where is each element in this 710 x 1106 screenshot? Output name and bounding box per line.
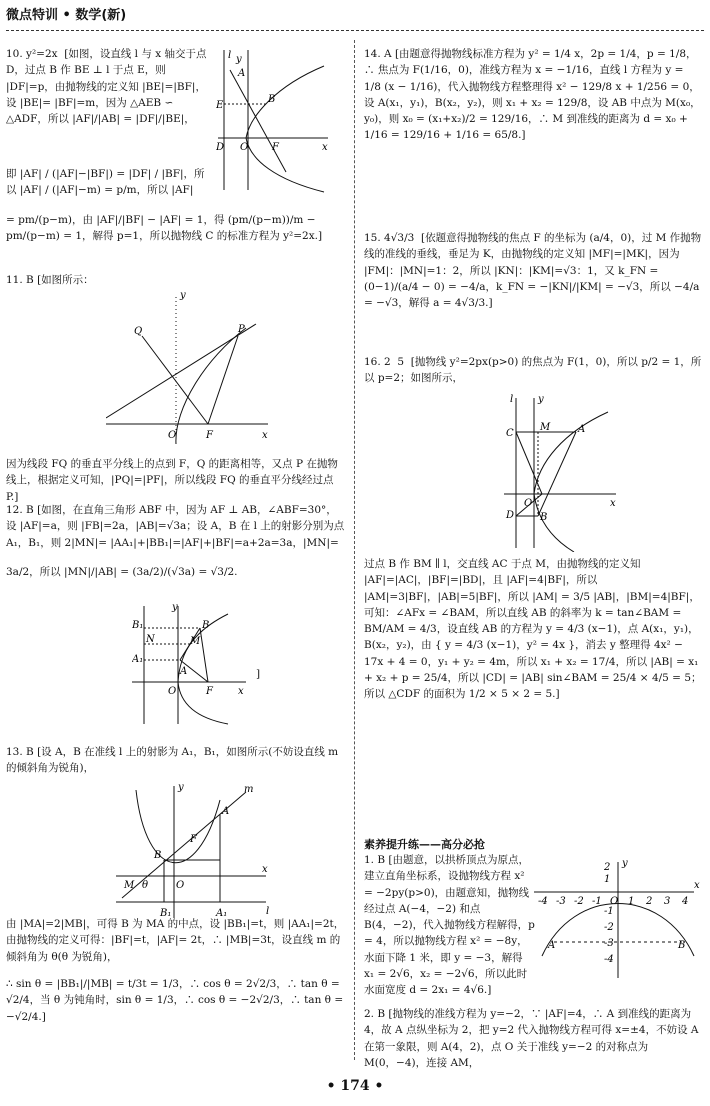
label-B: B [540,512,548,523]
x-tick-label: -4 [538,896,548,907]
q12-bracket: ] [256,668,261,680]
x-tick-label: O [610,896,619,907]
x-tick-label: 1 [628,896,635,907]
y-tick-label: -4 [604,954,614,965]
label-m: m [244,784,254,795]
label-x: x [238,686,244,697]
label-Q: Q [134,326,143,337]
label-A: A [222,806,230,817]
parabola-lower [178,682,228,724]
q13-text-c: ∴ sin θ = |BB₁|/|MB| = t/3t = 1/3，∴ cos θ = 2√2/3，∴ tan θ = √2/4，当 θ 为钝角时，sin θ = 1/3，∴ cos θ = −2√2/3，∴ tan θ = −√2/4.] [6,978,347,1023]
label-x: x [322,142,328,153]
label-y: y [178,782,184,793]
label-y: y [172,602,178,613]
q13-text-b: 由 |MA|=2|MB|，可得 B 为 MA 的中点，设 |BB₁|=t，则 |AA₁|=2t，由抛物线的定义可得：|BF|=t，|AF|= 2t，∴ |MB|=3t，设直线 m 的倾斜角为 θ(θ 为锐角)， [6,918,345,963]
label-x: x [262,864,268,875]
p1-text: 1. B [由题意，以拱桥顶点为原点，建立直角坐标系，设抛物线方程 x² = −2py(p>0)，由题意知，抛物线经过点 A(−4，−2) 和点 B(4，−2)，代入抛物线方程解得，p = 4，所以抛物线方程 x² = −8y，水面下降 1 米，即 y = −3，解得 x₁ = 2√6，x₂ = −2√6，所以此时水面宽度 d = 2x₁ = 4√6.] [364,854,539,997]
label-B1: B₁ [160,908,172,919]
q12-text-b: 3a/2，所以 |MN|/|AB| = (3a/2)/(√3a) = √3/2. [6,566,238,578]
q16-text-a: 16. 2 5 [抛物线 y²=2px(p>0) 的焦点为 F(1，0)，所以 p/2 = 1，所以 p=2；如图所示， [364,356,702,385]
parabola [136,790,220,863]
label-x: x [694,880,700,891]
label-l: l [266,906,270,917]
label-M: M [540,422,551,433]
p1-figure [534,856,702,986]
label-D: D [506,510,515,521]
column-divider [354,40,355,1060]
line-AF [230,70,286,172]
label-O: O [176,880,185,891]
q11-text-a: 11. B [如图所示： [6,274,94,286]
segment-AB [538,432,576,516]
parabola-upper [246,66,324,138]
section-title: 素养提升练——高分必抢 [364,838,485,851]
label-y: y [236,54,242,65]
y-tick-label: -1 [604,906,614,917]
x-tick-label: 3 [664,896,671,907]
label-A: A [548,940,556,951]
label-A: A [578,424,586,435]
q14-text: 14. A [由题意得抛物线标准方程为 y² = 1/4 x，2p = 1/4，p = 1/8，∴ 焦点为 F(1/16，0)，准线方程为 x = −1/16，直线 l 方程为 y = 1/8 (x − 1/16)，代入抛物线方程整理得 x² − 129/8 x + 1/256 = 0，设 A(x₁，y₁)，B(x₂，y₂)，则 x₁ + x₂ = 129/8，设 AB 中点为 M(x₀，y₀)，则 x₀ = (x₁+x₂)/2 = 129/16，∴ M 到准线的距离为 d = x₀ + 1/16 = 129/16 + 1/16 = 65/8.] [364,48,701,142]
label-F: F [272,142,279,153]
label-B: B [268,94,276,105]
label-x: x [262,430,268,441]
parabola-lower [534,494,574,552]
label-O: O [240,142,249,153]
q10-text-a: 10. y²=2x [如图，设直线 l 与 x 轴交于点 D，过点 B 作 BE ⊥ l 于点 E，则 |DF|=p，由抛物线的定义知 |BE|=|BF|，设 |BE|= |BF|=m，因为 △AEB ∽ △ADF，所以 |AF|/|AB| = |DF|/|BE|， [6,48,210,126]
y-ticks [603,862,614,965]
q13-text-a: 13. B [设 A，B 在准线 l 上的射影为 A₁，B₁，如图所示(不妨设直线 m 的倾斜角为锐角)， [6,746,342,775]
x-tick-label: 2 [646,896,653,907]
x-tick-label: -1 [592,896,602,907]
label-l: l [228,50,232,61]
label-O: O [168,686,177,697]
label-F: F [206,430,213,441]
q11-figure [106,288,276,444]
label-A: A [238,68,246,79]
y-tick-label: -3 [604,938,614,949]
header-title: 微点特训 • 数学(新) [6,8,127,23]
parabola-lower [246,138,324,192]
label-O: O [524,498,533,509]
label-y: y [180,290,186,301]
q12-text-a: 12. B [如图，在直角三角形 ABF 中，因为 AF ⊥ AB，∠ABF=30°，设 |AF|=a，则 |FB|=2a，|AB|=√3a；设 A，B 在 l 上的射影分别为点 A₁，B₁，则 2|MN|= |AA₁|+|BB₁|=|AF|+|BF|=a+2a=3a，|MN|= [6,504,348,549]
page-number: • 174 • [326,1078,384,1094]
label-B: B [678,940,686,951]
label-F: F [190,834,197,845]
q11-text-b: 因为线段 FQ 的垂直平分线上的点到 F，Q 的距离相等，又点 P 在抛物线上，根据定义可知，|PQ|=|PF|，所以线段 FQ 的垂直平分线经过点 P.] [6,458,338,503]
label-N: N [146,634,155,645]
label-D: D [216,142,225,153]
q10-text-c: = pm/(p−m)，由 |AF|/|BF| − |AF| = 1，得 (pm/(p−m))/m − pm/(p−m) = 1，解得 p=1，所以抛物线 C 的标准方程为 y²=2x.] [6,214,323,243]
label-F: F [206,686,213,697]
q15-text: 15. 4√3/3 [依题意得抛物线的焦点 F 的坐标为 (a/4，0)，过 M 作抛物线的准线的垂线，垂足为 K，由抛物线的定义知 |MF|=|MK|，因为 |FM|：|MN|=1：2，所以 |KN|：|KM|=√3：1，又 k_FN = (0−1)/(a/4 − 0) = −4/a，k_FN = −|KN|/|KM| = −√3，所以 −4/a = −√3，解得 a = 4√3/3.] [364,232,703,310]
q16-figure [504,392,624,552]
label-y: y [622,858,628,869]
label-C: C [506,428,514,439]
label-O: O [168,430,177,441]
q10-text-b: 即 |AF| / (|AF|−|BF|) = |DF| / |BF|，所以 |AF| / (|AF|−m) = p/m，所以 |AF| [6,168,205,197]
label-A1: A₁ [132,654,144,665]
segment-FP [208,336,238,424]
segment-BF [200,628,208,682]
q12-figure [132,600,256,728]
q13-figure [116,780,276,922]
label-B1: B₁ [132,620,144,631]
label-A1: A₁ [216,908,228,919]
header-rule [6,30,704,31]
y-tick-label: -2 [604,922,614,933]
label-y: y [538,394,544,405]
q10-figure [216,46,340,194]
label-theta: θ [142,880,149,891]
label-M: M [190,636,201,647]
label-l: l [510,394,514,405]
x-tick-label: -3 [556,896,566,907]
x-tick-label: 4 [682,896,689,907]
label-x: x [610,498,616,509]
page-header [6,4,704,32]
y-tick-label: 1 [604,874,611,885]
label-M: M [124,880,135,891]
p2-text: 2. B [抛物线的准线方程为 y=−2，∵ |AF|=4，∴ A 到准线的距离为 4，故 A 点纵坐标为 2，把 y=2 代入抛物线方程可得 x=±4，不妨设 A 在第一象限，则 A(4，2)，点 O 关于准线 y=−2 的对称点为 M(0，−4)，连接 AM， [364,1008,702,1069]
label-B: B [202,620,210,631]
label-P: P [238,324,245,335]
label-A: A [180,666,188,677]
parabola [176,328,246,444]
q16-text-b: 过点 B 作 BM ∥ l，交直线 AC 于点 M，由抛物线的定义知 |AF|=|AC|，|BF|=|BD|，且 |AF|=4|BF|，所以 |AM|=3|BF|，|AB|=5|BF|，所以 |AM| = 3/5 |AB|，|BM|=4|BF|，可知：∠AFx = ∠BAM，所以直线 AB 的斜率为 k = tan∠BAM = BM/AM = 4/3，设直线 AB 的方程为 y = 4/3 (x−1)，点 A(x₁，y₁)，B(x₂，y₂)，由 { y = 4/3 (x−1)，y² = 4x }，消去 y 整理得 4x² − 17x + 4 = 0，y₁ + y₂ = 4m，所以 x₁ + x₂ = 17/4，所以 |AB| = x₁ + x₂ + p = 25/4，所以 |CD| = |AB| sin∠BAM = 25/4 × 4/5 = 5；所以 △CDF 的面积为 1/2 × 5 × 2 = 5.] [364,558,702,701]
y-tick-label: 2 [604,862,611,873]
label-B: B [154,850,162,861]
x-tick-label: -2 [574,896,584,907]
label-E: E [216,100,224,111]
